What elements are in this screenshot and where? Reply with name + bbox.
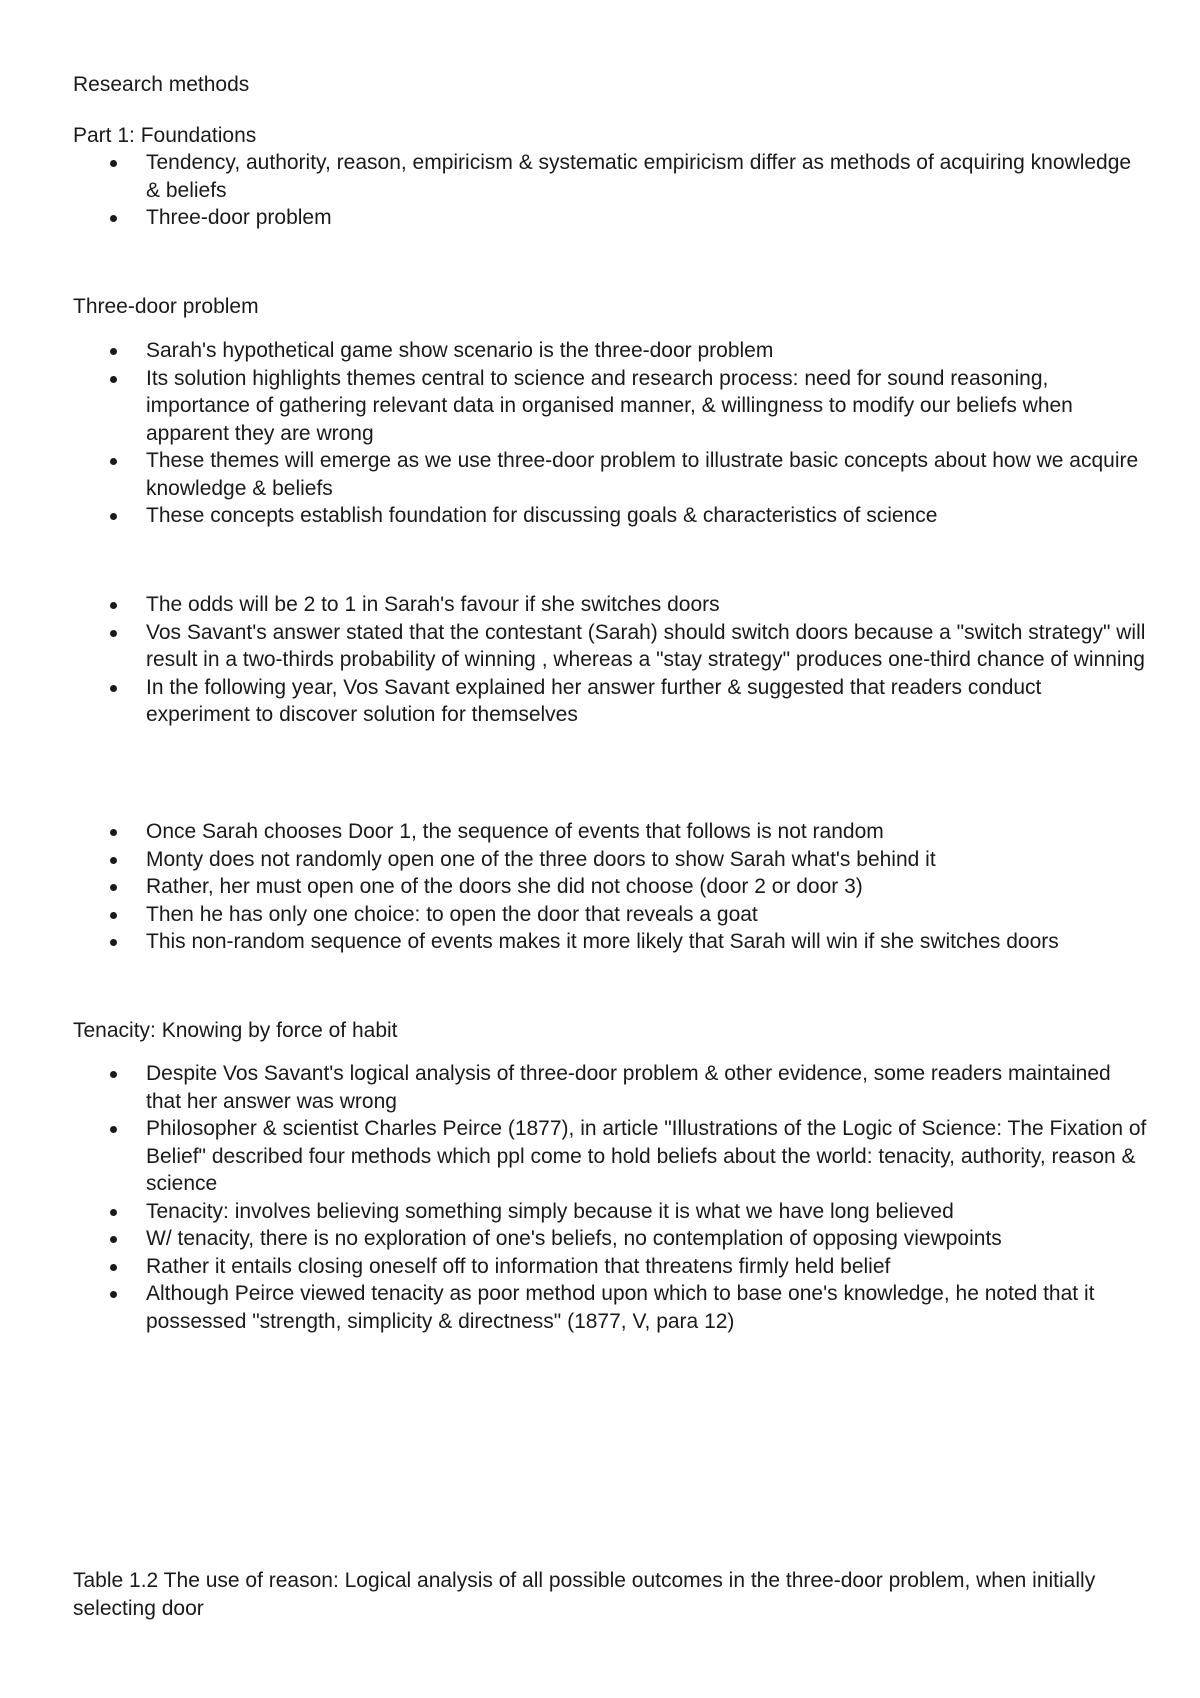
list-item-text: W/ tenacity, there is no exploration of one's beliefs, no contemplation of opposing viewpoints	[146, 1227, 1002, 1250]
bullet-icon	[110, 1264, 117, 1271]
bullet-icon	[110, 1291, 117, 1298]
bullet-icon	[110, 1071, 117, 1078]
tenacity-bullet-list	[0, 1060, 1200, 1335]
bullet-icon	[110, 160, 117, 167]
tenacity-heading: Tenacity: Knowing by force of habit	[73, 1019, 398, 1042]
list-item-text: In the following year, Vos Savant explained her answer further & suggested that readers conduct experiment to discover solution for themselves	[146, 675, 1042, 726]
list-item-text: Although Peirce viewed tenacity as poor method upon which to base one's knowledge, he noted that it possessed "strength, simplicity & directness" (1877, V, para 12)	[146, 1282, 1095, 1333]
bullet-icon	[110, 376, 117, 383]
bullet-icon	[110, 1209, 117, 1216]
list-item	[0, 1198, 1200, 1226]
table-caption: Table 1.2 The use of reason: Logical analysis of all possible outcomes in the three-door problem, when initially selecting door	[73, 1569, 1096, 1620]
list-item	[0, 1060, 1200, 1115]
list-item	[0, 149, 1200, 204]
list-item	[0, 818, 1200, 846]
list-item-text: Rather it entails closing oneself off to information that threatens firmly held belief	[146, 1254, 891, 1278]
list-item	[0, 337, 1200, 365]
bullet-icon	[110, 912, 117, 919]
bullet-icon	[110, 458, 117, 465]
list-item-text: Three-door problem	[146, 206, 332, 229]
list-item-text: The odds will be 2 to 1 in Sarah's favour if she switches doors	[146, 593, 720, 616]
part1-bullet-list	[0, 149, 1200, 232]
list-item-text: Sarah's hypothetical game show scenario is the three-door problem	[146, 339, 774, 362]
three-door-bullet-list-3	[0, 818, 1200, 956]
list-item	[0, 502, 1200, 530]
bullet-icon	[110, 513, 117, 520]
bullet-icon	[110, 1236, 117, 1243]
list-item-text: Then he has only one choice: to open the door that reveals a goat	[146, 902, 758, 926]
list-item-text: Despite Vos Savant's logical analysis of three-door problem & other evidence, some readers maintained that her answer was wrong	[146, 1062, 1111, 1113]
list-item-text: Rather, her must open one of the doors she did not choose (door 2 or door 3)	[146, 875, 863, 898]
list-item	[0, 447, 1200, 502]
bullet-icon	[110, 215, 117, 222]
list-item-text: Monty does not randomly open one of the three doors to show Sarah what's behind it	[146, 847, 936, 871]
list-item	[0, 591, 1200, 619]
bullet-icon	[110, 630, 117, 637]
list-item-text: Tendency, authority, reason, empiricism & systematic empiricism differ as methods of acquiring knowledge & beliefs	[146, 151, 1132, 202]
list-item	[0, 1225, 1200, 1253]
list-item	[0, 901, 1200, 929]
list-item-text: This non-random sequence of events makes it more likely that Sarah will win if she switches doors	[146, 930, 1059, 953]
bullet-icon	[110, 1126, 117, 1133]
list-item	[0, 1280, 1200, 1335]
list-item-text: Once Sarah chooses Door 1, the sequence of events that follows is not random	[146, 820, 884, 843]
bullet-icon	[110, 939, 117, 946]
list-item	[0, 928, 1200, 956]
three-door-bullet-list-2	[0, 591, 1200, 729]
three-door-heading: Three-door problem	[73, 295, 259, 318]
list-item	[0, 1253, 1200, 1281]
bullet-icon	[110, 884, 117, 891]
three-door-bullet-list-1	[0, 337, 1200, 530]
list-item-text: Philosopher & scientist Charles Peirce (1877), in article "Illustrations of the Logic of Science: The Fixation of Belief" described four methods which ppl come to hold beliefs about the world: tenacity, authority, reason & science	[146, 1117, 1147, 1195]
bullet-icon	[110, 348, 117, 355]
list-item	[0, 365, 1200, 448]
bullet-icon	[110, 602, 117, 609]
list-item-text: Vos Savant's answer stated that the contestant (Sarah) should switch doors because a "switch strategy" will result in a two-thirds probability of winning , whereas a "stay strategy" produces one-third chance of winning	[146, 620, 1146, 671]
list-item-text: Its solution highlights themes central to science and research process: need for sound reasoning, importance of gathering relevant data in organised manner, & willingness to modify our beliefs when apparent they are wrong	[146, 366, 1073, 445]
list-item	[0, 1115, 1200, 1198]
list-item	[0, 619, 1200, 674]
bullet-icon	[110, 685, 117, 692]
list-item-text: These concepts establish foundation for discussing goals & characteristics of science	[146, 504, 938, 527]
document-title: Research methods	[73, 73, 250, 96]
list-item	[0, 204, 1200, 232]
part1-heading: Part 1: Foundations	[73, 124, 257, 147]
list-item	[0, 873, 1200, 901]
list-item-text: Tenacity: involves believing something simply because it is what we have long believed	[146, 1199, 954, 1223]
bullet-icon	[110, 857, 117, 864]
bullet-icon	[110, 829, 117, 836]
list-item	[0, 846, 1200, 874]
list-item	[0, 674, 1200, 729]
list-item-text: These themes will emerge as we use three-door problem to illustrate basic concepts about how we acquire knowledge & beliefs	[146, 449, 1139, 500]
